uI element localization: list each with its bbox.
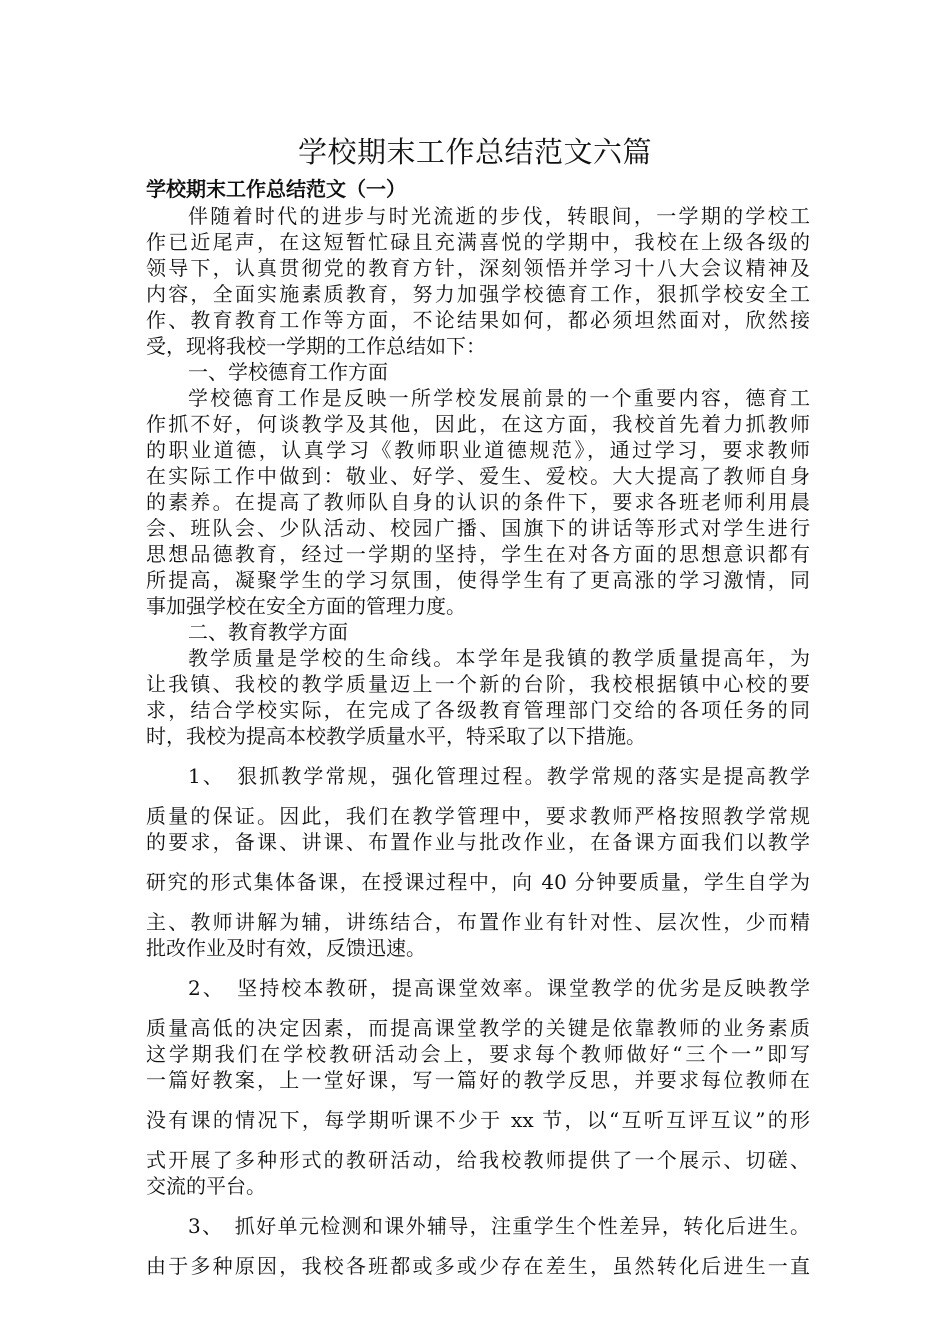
paragraph-line: 式开展了多种形式的教研活动，给我校教师提供了一个展示、切磋、 [146, 1148, 810, 1172]
paragraph-line: 时，我校为提高本校教学质量水平，特采取了以下措施。 [146, 724, 646, 748]
paragraph-line: 内容，全面实施素质教育，努力加强学校德育工作，狠抓学校安全工 [146, 282, 810, 306]
section-heading: 学校期末工作总结范文（一） [146, 177, 406, 201]
paragraph-line: 在实际工作中做到：敬业、好学、爱生、爱校。大大提高了教师自身 [146, 464, 810, 488]
list-item-line: 1、 狠抓教学常规，强化管理过程。教学常规的落实是提高教学 [188, 764, 810, 788]
paragraph-line: 质量高低的决定因素，而提高课堂教学的关键是依靠教师的业务素质 [146, 1016, 810, 1040]
paragraph-line: 事加强学校在安全方面的管理力度。 [146, 594, 466, 618]
paragraph-line: 的要求，备课、讲课、布置作业与批改作业，在备课方面我们以教学 [146, 830, 810, 854]
paragraph-line: 伴随着时代的进步与时光流逝的步伐，转眼间，一学期的学校工 [188, 204, 810, 228]
list-item-line: 2、 坚持校本教研，提高课堂效率。课堂教学的优劣是反映教学 [188, 976, 810, 1000]
paragraph-line: 受，现将我校一学期的工作总结如下： [146, 334, 486, 358]
paragraph-line: 研究的形式集体备课，在授课过程中，向 40 分钟要质量，学生自学为 [146, 870, 810, 894]
paragraph-line: 的素养。在提高了教师队自身的认识的条件下，要求各班老师利用晨 [146, 490, 810, 514]
paragraph-line: 作抓不好，何谈教学及其他，因此，在这方面，我校首先着力抓教师 [146, 412, 810, 436]
paragraph-line: 由于多种原因，我校各班都或多或少存在差生，虽然转化后进生一直 [146, 1254, 810, 1278]
paragraph-line: 一篇好教案，上一堂好课，写一篇好的教学反思，并要求每位教师在 [146, 1068, 810, 1092]
paragraph-line: 主、教师讲解为辅，讲练结合，布置作业有针对性、层次性，少而精 [146, 910, 810, 934]
list-item-line: 3、 抓好单元检测和课外辅导，注重学生个性差异，转化后进生。 [188, 1214, 810, 1238]
paragraph-line: 所提高，凝聚学生的学习氛围，使得学生有了更高涨的学习激情，同 [146, 568, 810, 592]
document-title: 学校期末工作总结范文六篇 [297, 135, 652, 169]
paragraph-line: 的职业道德，认真学习《教师职业道德规范》，通过学习，要求教师 [146, 438, 810, 462]
paragraph-line: 批改作业及时有效，反馈迅速。 [146, 936, 426, 960]
subheading: 一、学校德育工作方面 [188, 360, 388, 384]
paragraph-line: 没有课的情况下，每学期听课不少于 xx 节，以“互听互评互议”的形 [146, 1108, 810, 1132]
paragraph-line: 学校德育工作是反映一所学校发展前景的一个重要内容，德育工 [188, 386, 810, 410]
paragraph-line: 作已近尾声，在这短暂忙碌且充满喜悦的学期中，我校在上级各级的 [146, 230, 810, 254]
paragraph-line: 求，结合学校实际，在完成了各级教育管理部门交给的各项任务的同 [146, 698, 810, 722]
paragraph-line: 思想品德教育，经过一学期的坚持，学生在对各方面的思想意识都有 [146, 542, 810, 566]
paragraph-line: 领导下，认真贯彻党的教育方针，深刻领悟并学习十八大会议精神及 [146, 256, 810, 280]
paragraph-line: 让我镇、我校的教学质量迈上一个新的台阶，我校根据镇中心校的要 [146, 672, 810, 696]
paragraph-line: 作、教育教育工作等方面，不论结果如何，都必须坦然面对，欣然接 [146, 308, 810, 332]
paragraph-line: 交流的平台。 [146, 1174, 266, 1198]
paragraph-line: 质量的保证。因此，我们在教学管理中，要求教师严格按照教学常规 [146, 804, 810, 828]
paragraph-line: 会、班队会、少队活动、校园广播、国旗下的讲话等形式对学生进行 [146, 516, 810, 540]
paragraph-line: 这学期我们在学校教研活动会上，要求每个教师做好“三个一”即写 [146, 1042, 810, 1066]
subheading: 二、教育教学方面 [188, 620, 348, 644]
paragraph-line: 教学质量是学校的生命线。本学年是我镇的教学质量提高年，为 [188, 646, 810, 670]
